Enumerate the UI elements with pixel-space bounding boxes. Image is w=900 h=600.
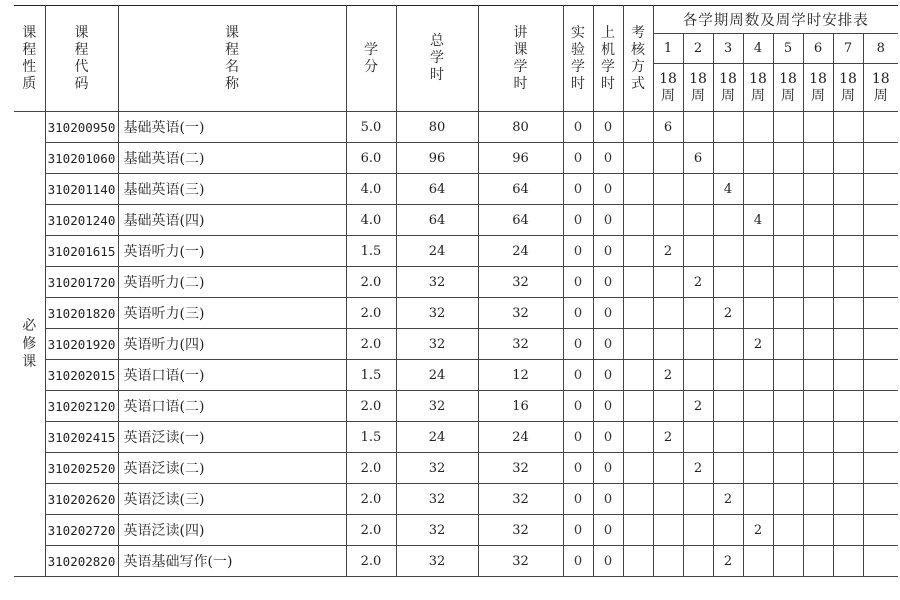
computer-hours-cell: 0: [593, 546, 623, 577]
computer-hours-cell: 0: [593, 515, 623, 546]
weekly-hours-sem-3: [713, 329, 743, 360]
lecture-hours-cell: 24: [478, 422, 563, 453]
weekly-hours-sem-5: [773, 546, 803, 577]
assessment-cell: [623, 546, 653, 577]
weekly-hours-sem-6: [803, 298, 833, 329]
assessment-cell: [623, 267, 653, 298]
weekly-hours-sem-5: [773, 236, 803, 267]
weekly-hours-sem-1: [653, 484, 683, 515]
weekly-hours-sem-3: [713, 515, 743, 546]
lab-hours-cell: 0: [563, 484, 593, 515]
course-name-cell: 英语听力(二): [118, 267, 346, 298]
course-code-cell: 310202415: [45, 422, 118, 453]
total-hours-cell: 32: [396, 484, 478, 515]
credit-cell: 6.0: [346, 143, 396, 174]
weekly-hours-sem-3: [713, 236, 743, 267]
lecture-hours-cell: 80: [478, 112, 563, 143]
weekly-hours-sem-6: [803, 236, 833, 267]
course-name-cell: 基础英语(二): [118, 143, 346, 174]
total-hours-cell: 24: [396, 236, 478, 267]
credit-cell: 2.0: [346, 391, 396, 422]
table-row: [14, 360, 898, 391]
weekly-hours-sem-1: 2: [653, 360, 683, 391]
total-hours-cell: 64: [396, 205, 478, 236]
computer-hours-cell: 0: [593, 236, 623, 267]
computer-hours-cell: 0: [593, 484, 623, 515]
course-name-cell: 英语泛读(一): [118, 422, 346, 453]
weekly-hours-sem-8: [863, 174, 898, 205]
weekly-hours-sem-2: [683, 422, 713, 453]
credit-cell: 2.0: [346, 298, 396, 329]
weekly-hours-sem-3: [713, 453, 743, 484]
computer-hours-cell: 0: [593, 112, 623, 143]
weekly-hours-sem-5: [773, 112, 803, 143]
lab-hours-cell: 0: [563, 112, 593, 143]
weekly-hours-sem-8: [863, 546, 898, 577]
weekly-hours-sem-4: [743, 143, 773, 174]
weekly-hours-sem-2: [683, 236, 713, 267]
table-row: [14, 422, 898, 453]
weekly-hours-sem-5: [773, 205, 803, 236]
course-name-cell: 英语听力(四): [118, 329, 346, 360]
credit-cell: 1.5: [346, 360, 396, 391]
header-course-code: 课 程 代 码: [45, 6, 118, 112]
credit-cell: 5.0: [346, 112, 396, 143]
weekly-hours-sem-3: [713, 112, 743, 143]
weekly-hours-sem-7: [833, 267, 863, 298]
course-code-cell: 310201920: [45, 329, 118, 360]
assessment-cell: [623, 298, 653, 329]
weekly-hours-sem-3: [713, 391, 743, 422]
weekly-hours-sem-7: [833, 453, 863, 484]
computer-hours-cell: 0: [593, 453, 623, 484]
computer-hours-cell: 0: [593, 298, 623, 329]
assessment-cell: [623, 453, 653, 484]
header-credit: 学 分: [346, 6, 396, 112]
weekly-hours-sem-7: [833, 484, 863, 515]
weekly-hours-sem-2: [683, 205, 713, 236]
weekly-hours-sem-6: [803, 112, 833, 143]
credit-cell: 1.5: [346, 422, 396, 453]
header-schedule-title: 各学期周数及周学时安排表: [653, 6, 898, 34]
weekly-hours-sem-5: [773, 143, 803, 174]
lab-hours-cell: 0: [563, 360, 593, 391]
weekly-hours-sem-4: [743, 422, 773, 453]
assessment-cell: [623, 143, 653, 174]
weekly-hours-sem-1: [653, 391, 683, 422]
table-row: [14, 174, 898, 205]
header-weeks-1: 18 周: [653, 64, 683, 112]
computer-hours-cell: 0: [593, 391, 623, 422]
table-row: [14, 515, 898, 546]
course-code-cell: 310201240: [45, 205, 118, 236]
weekly-hours-sem-1: [653, 515, 683, 546]
weekly-hours-sem-5: [773, 453, 803, 484]
weekly-hours-sem-7: [833, 546, 863, 577]
lecture-hours-cell: 24: [478, 236, 563, 267]
computer-hours-cell: 0: [593, 174, 623, 205]
course-code-cell: 310200950: [45, 112, 118, 143]
assessment-cell: [623, 329, 653, 360]
total-hours-cell: 24: [396, 360, 478, 391]
weekly-hours-sem-8: [863, 205, 898, 236]
header-assessment: 考 核 方 式: [623, 6, 653, 112]
weekly-hours-sem-5: [773, 360, 803, 391]
lecture-hours-cell: 32: [478, 484, 563, 515]
weekly-hours-sem-3: 2: [713, 298, 743, 329]
lecture-hours-cell: 32: [478, 515, 563, 546]
weekly-hours-sem-5: [773, 174, 803, 205]
weekly-hours-sem-7: [833, 143, 863, 174]
lab-hours-cell: 0: [563, 453, 593, 484]
header-weeks-5: 18 周: [773, 64, 803, 112]
header-semester-1: 1: [653, 34, 683, 64]
table-row: [14, 453, 898, 484]
header-semester-2: 2: [683, 34, 713, 64]
header-lecture-hours: 讲 课 学 时: [478, 6, 563, 112]
lab-hours-cell: 0: [563, 329, 593, 360]
course-name-cell: 英语口语(一): [118, 360, 346, 391]
weekly-hours-sem-6: [803, 484, 833, 515]
weekly-hours-sem-6: [803, 360, 833, 391]
course-name-cell: 英语口语(二): [118, 391, 346, 422]
weekly-hours-sem-8: [863, 422, 898, 453]
weekly-hours-sem-4: 2: [743, 329, 773, 360]
weekly-hours-sem-4: [743, 174, 773, 205]
course-code-cell: 310202620: [45, 484, 118, 515]
total-hours-cell: 32: [396, 546, 478, 577]
assessment-cell: [623, 360, 653, 391]
total-hours-cell: 32: [396, 267, 478, 298]
assessment-cell: [623, 112, 653, 143]
course-code-cell: 310202720: [45, 515, 118, 546]
weekly-hours-sem-8: [863, 267, 898, 298]
weekly-hours-sem-1: [653, 174, 683, 205]
weekly-hours-sem-7: [833, 515, 863, 546]
header-weeks-2: 18 周: [683, 64, 713, 112]
weekly-hours-sem-1: 6: [653, 112, 683, 143]
weekly-hours-sem-4: [743, 298, 773, 329]
lab-hours-cell: 0: [563, 236, 593, 267]
table-row: [14, 112, 898, 143]
course-name-cell: 英语听力(三): [118, 298, 346, 329]
weekly-hours-sem-6: [803, 515, 833, 546]
weekly-hours-sem-3: [713, 205, 743, 236]
lab-hours-cell: 0: [563, 143, 593, 174]
weekly-hours-sem-7: [833, 205, 863, 236]
course-name-cell: 英语泛读(四): [118, 515, 346, 546]
header-weeks-4: 18 周: [743, 64, 773, 112]
weekly-hours-sem-1: 2: [653, 422, 683, 453]
credit-cell: 4.0: [346, 174, 396, 205]
table-row: [14, 546, 898, 577]
lecture-hours-cell: 32: [478, 298, 563, 329]
assessment-cell: [623, 205, 653, 236]
table-row: [14, 143, 898, 174]
course-category-cell: 必 修 课: [14, 112, 45, 577]
weekly-hours-sem-4: [743, 112, 773, 143]
weekly-hours-sem-5: [773, 391, 803, 422]
assessment-cell: [623, 484, 653, 515]
weekly-hours-sem-4: 4: [743, 205, 773, 236]
total-hours-cell: 80: [396, 112, 478, 143]
weekly-hours-sem-2: [683, 515, 713, 546]
weekly-hours-sem-2: 2: [683, 391, 713, 422]
table-row: [14, 267, 898, 298]
course-name-cell: 英语泛读(二): [118, 453, 346, 484]
course-name-cell: 英语听力(一): [118, 236, 346, 267]
computer-hours-cell: 0: [593, 205, 623, 236]
table-row: [14, 236, 898, 267]
computer-hours-cell: 0: [593, 267, 623, 298]
weekly-hours-sem-3: [713, 360, 743, 391]
weekly-hours-sem-4: [743, 546, 773, 577]
course-code-cell: 310201615: [45, 236, 118, 267]
credit-cell: 2.0: [346, 267, 396, 298]
weekly-hours-sem-1: [653, 143, 683, 174]
header-semester-7: 7: [833, 34, 863, 64]
header-weeks-6: 18 周: [803, 64, 833, 112]
weekly-hours-sem-8: [863, 484, 898, 515]
credit-cell: 2.0: [346, 484, 396, 515]
lab-hours-cell: 0: [563, 422, 593, 453]
credit-cell: 2.0: [346, 546, 396, 577]
total-hours-cell: 32: [396, 453, 478, 484]
course-code-cell: 310201140: [45, 174, 118, 205]
weekly-hours-sem-6: [803, 267, 833, 298]
total-hours-cell: 32: [396, 298, 478, 329]
course-name-cell: 英语泛读(三): [118, 484, 346, 515]
lab-hours-cell: 0: [563, 174, 593, 205]
weekly-hours-sem-2: [683, 484, 713, 515]
weekly-hours-sem-2: 6: [683, 143, 713, 174]
weekly-hours-sem-5: [773, 298, 803, 329]
weekly-hours-sem-1: [653, 298, 683, 329]
header-weeks-8: 18 周: [863, 64, 898, 112]
header-category: 课 程 性 质: [14, 6, 45, 112]
lecture-hours-cell: 64: [478, 205, 563, 236]
total-hours-cell: 32: [396, 515, 478, 546]
header-computer-hours: 上 机 学 时: [593, 6, 623, 112]
lecture-hours-cell: 32: [478, 267, 563, 298]
weekly-hours-sem-4: [743, 267, 773, 298]
weekly-hours-sem-5: [773, 267, 803, 298]
weekly-hours-sem-4: 2: [743, 515, 773, 546]
course-name-cell: 基础英语(三): [118, 174, 346, 205]
weekly-hours-sem-2: [683, 298, 713, 329]
lab-hours-cell: 0: [563, 298, 593, 329]
weekly-hours-sem-8: [863, 453, 898, 484]
weekly-hours-sem-4: [743, 360, 773, 391]
computer-hours-cell: 0: [593, 422, 623, 453]
credit-cell: 2.0: [346, 515, 396, 546]
course-code-cell: 310202120: [45, 391, 118, 422]
weekly-hours-sem-3: 2: [713, 484, 743, 515]
course-code-cell: 310202820: [45, 546, 118, 577]
weekly-hours-sem-1: [653, 329, 683, 360]
table-row: [14, 484, 898, 515]
weekly-hours-sem-3: 2: [713, 546, 743, 577]
course-code-cell: 310201820: [45, 298, 118, 329]
weekly-hours-sem-6: [803, 546, 833, 577]
computer-hours-cell: 0: [593, 143, 623, 174]
weekly-hours-sem-3: [713, 143, 743, 174]
weekly-hours-sem-3: 4: [713, 174, 743, 205]
weekly-hours-sem-7: [833, 329, 863, 360]
computer-hours-cell: 0: [593, 360, 623, 391]
table-row: [14, 205, 898, 236]
weekly-hours-sem-1: [653, 267, 683, 298]
weekly-hours-sem-4: [743, 453, 773, 484]
lecture-hours-cell: 12: [478, 360, 563, 391]
lecture-hours-cell: 32: [478, 329, 563, 360]
weekly-hours-sem-7: [833, 298, 863, 329]
lab-hours-cell: 0: [563, 546, 593, 577]
weekly-hours-sem-8: [863, 329, 898, 360]
header-course-name: 课 程 名 称: [118, 6, 346, 112]
weekly-hours-sem-2: [683, 112, 713, 143]
total-hours-cell: 32: [396, 391, 478, 422]
assessment-cell: [623, 515, 653, 546]
assessment-cell: [623, 391, 653, 422]
weekly-hours-sem-2: [683, 174, 713, 205]
header-semester-6: 6: [803, 34, 833, 64]
header-semester-4: 4: [743, 34, 773, 64]
weekly-hours-sem-8: [863, 391, 898, 422]
weekly-hours-sem-6: [803, 329, 833, 360]
weekly-hours-sem-8: [863, 236, 898, 267]
weekly-hours-sem-8: [863, 298, 898, 329]
weekly-hours-sem-6: [803, 453, 833, 484]
weekly-hours-sem-8: [863, 112, 898, 143]
course-name-cell: 英语基础写作(一): [118, 546, 346, 577]
weekly-hours-sem-2: 2: [683, 453, 713, 484]
header-semester-8: 8: [863, 34, 898, 64]
weekly-hours-sem-7: [833, 112, 863, 143]
weekly-hours-sem-6: [803, 391, 833, 422]
course-code-cell: 310202015: [45, 360, 118, 391]
course-code-cell: 310201060: [45, 143, 118, 174]
credit-cell: 4.0: [346, 205, 396, 236]
weekly-hours-sem-5: [773, 422, 803, 453]
weekly-hours-sem-1: [653, 453, 683, 484]
header-semester-5: 5: [773, 34, 803, 64]
weekly-hours-sem-5: [773, 484, 803, 515]
weekly-hours-sem-6: [803, 143, 833, 174]
weekly-hours-sem-6: [803, 422, 833, 453]
weekly-hours-sem-7: [833, 236, 863, 267]
weekly-hours-sem-7: [833, 174, 863, 205]
table-row: [14, 329, 898, 360]
weekly-hours-sem-1: 2: [653, 236, 683, 267]
weekly-hours-sem-2: [683, 360, 713, 391]
header-total-hours: 总 学 时: [396, 6, 478, 112]
assessment-cell: [623, 236, 653, 267]
weekly-hours-sem-6: [803, 174, 833, 205]
weekly-hours-sem-2: [683, 329, 713, 360]
weekly-hours-sem-7: [833, 422, 863, 453]
table-row: [14, 298, 898, 329]
header-lab-hours: 实 验 学 时: [563, 6, 593, 112]
assessment-cell: [623, 422, 653, 453]
weekly-hours-sem-8: [863, 143, 898, 174]
total-hours-cell: 24: [396, 422, 478, 453]
course-name-cell: 基础英语(四): [118, 205, 346, 236]
weekly-hours-sem-4: [743, 236, 773, 267]
weekly-hours-sem-3: [713, 422, 743, 453]
weekly-hours-sem-5: [773, 515, 803, 546]
weekly-hours-sem-6: [803, 205, 833, 236]
header-semester-3: 3: [713, 34, 743, 64]
weekly-hours-sem-4: [743, 391, 773, 422]
total-hours-cell: 64: [396, 174, 478, 205]
course-code-cell: 310202520: [45, 453, 118, 484]
weekly-hours-sem-7: [833, 391, 863, 422]
total-hours-cell: 96: [396, 143, 478, 174]
lab-hours-cell: 0: [563, 391, 593, 422]
lecture-hours-cell: 32: [478, 453, 563, 484]
lecture-hours-cell: 32: [478, 546, 563, 577]
weekly-hours-sem-8: [863, 360, 898, 391]
weekly-hours-sem-3: [713, 267, 743, 298]
computer-hours-cell: 0: [593, 329, 623, 360]
total-hours-cell: 32: [396, 329, 478, 360]
lab-hours-cell: 0: [563, 205, 593, 236]
credit-cell: 1.5: [346, 236, 396, 267]
credit-cell: 2.0: [346, 329, 396, 360]
weekly-hours-sem-4: [743, 484, 773, 515]
lecture-hours-cell: 96: [478, 143, 563, 174]
weekly-hours-sem-8: [863, 515, 898, 546]
course-schedule-table: [14, 5, 898, 577]
lecture-hours-cell: 64: [478, 174, 563, 205]
weekly-hours-sem-1: [653, 546, 683, 577]
course-name-cell: 基础英语(一): [118, 112, 346, 143]
weekly-hours-sem-7: [833, 360, 863, 391]
weekly-hours-sem-1: [653, 205, 683, 236]
credit-cell: 2.0: [346, 453, 396, 484]
weekly-hours-sem-5: [773, 329, 803, 360]
course-code-cell: 310201720: [45, 267, 118, 298]
lab-hours-cell: 0: [563, 267, 593, 298]
assessment-cell: [623, 174, 653, 205]
table-row: [14, 391, 898, 422]
lecture-hours-cell: 16: [478, 391, 563, 422]
header-weeks-3: 18 周: [713, 64, 743, 112]
weekly-hours-sem-2: 2: [683, 267, 713, 298]
weekly-hours-sem-2: [683, 546, 713, 577]
header-weeks-7: 18 周: [833, 64, 863, 112]
lab-hours-cell: 0: [563, 515, 593, 546]
